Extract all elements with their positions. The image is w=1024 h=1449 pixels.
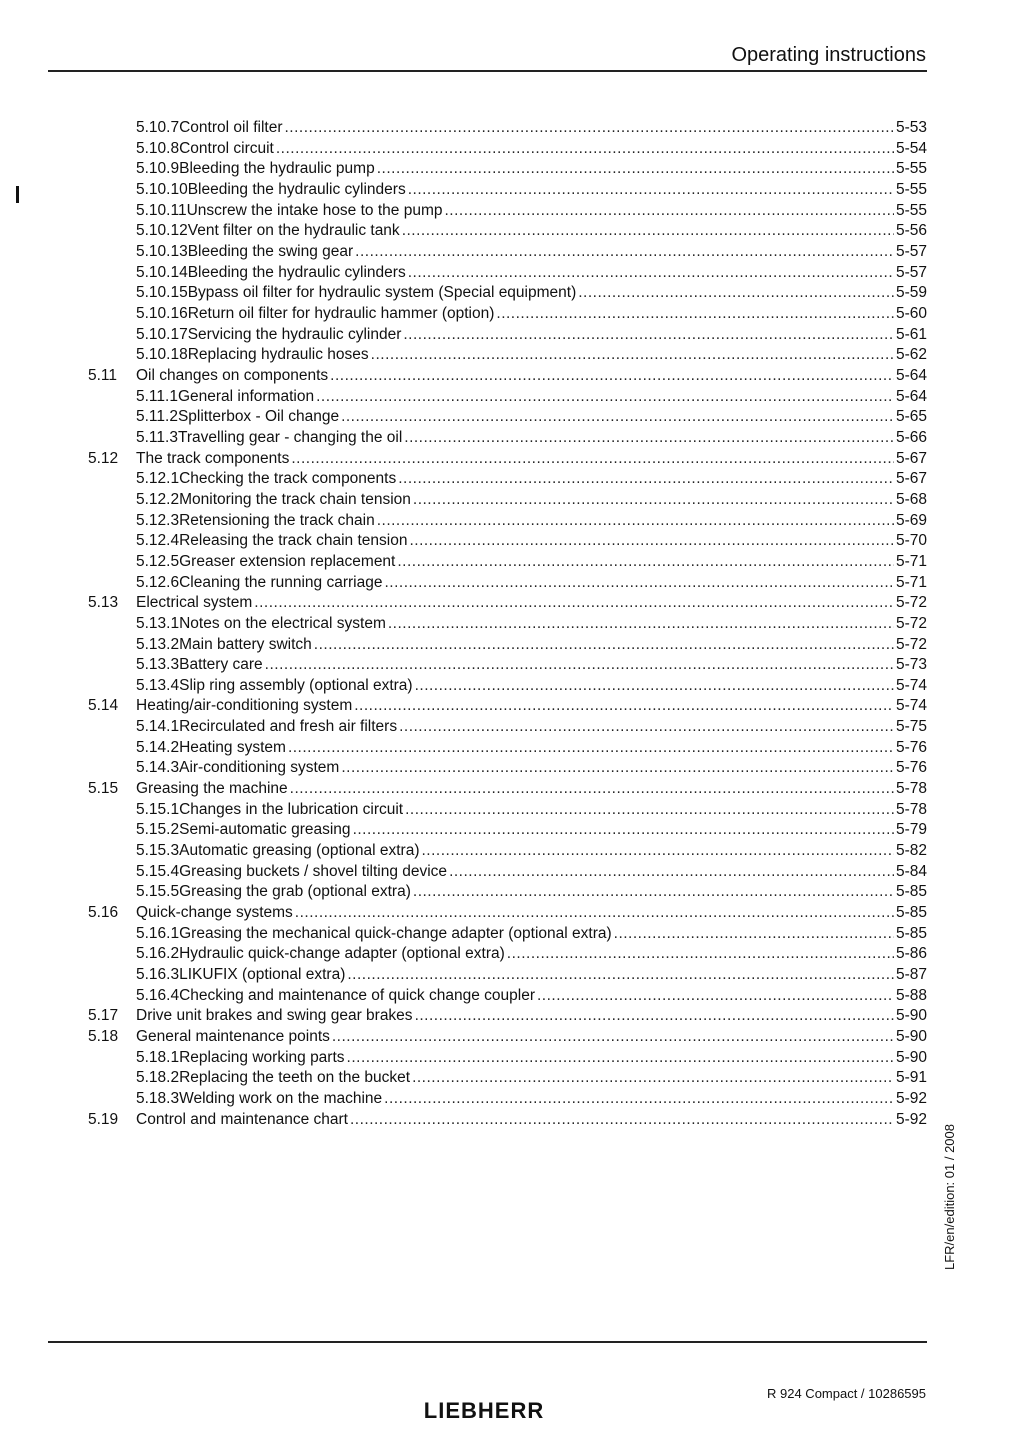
toc-leader bbox=[288, 738, 894, 759]
toc-page: 5-87 bbox=[895, 966, 927, 984]
toc-leader bbox=[507, 944, 894, 965]
toc-number: 5.14.1 bbox=[136, 718, 180, 736]
toc-leader bbox=[398, 469, 894, 490]
toc-entry[interactable] bbox=[0, 180, 1024, 201]
toc-page: 5-72 bbox=[895, 635, 927, 653]
toc-page: 5-66 bbox=[895, 428, 927, 446]
toc-number: 5.13.2 bbox=[136, 635, 180, 653]
toc-page: 5-76 bbox=[895, 759, 927, 777]
toc-title: Bleeding the hydraulic cylinders bbox=[187, 263, 406, 281]
toc-number: 5.11.3 bbox=[136, 428, 178, 446]
toc-leader bbox=[412, 1068, 894, 1089]
toc-entry[interactable] bbox=[0, 1110, 1024, 1131]
toc-entry[interactable] bbox=[0, 676, 1024, 697]
toc-leader bbox=[314, 635, 894, 656]
toc-page: 5-76 bbox=[895, 738, 927, 756]
toc-leader bbox=[614, 924, 894, 945]
toc-title: Greasing the machine bbox=[136, 780, 288, 798]
toc-page: 5-67 bbox=[895, 470, 927, 488]
toc-number: 5.15.1 bbox=[136, 800, 180, 818]
toc-title: Bleeding the swing gear bbox=[187, 242, 354, 260]
toc-number: 5.10.8 bbox=[136, 139, 180, 157]
footer-rule bbox=[48, 1341, 927, 1343]
document-id: R 924 Compact / 10286595 bbox=[767, 1386, 926, 1401]
toc-number: 5.10.10 bbox=[136, 180, 188, 198]
toc-page: 5-64 bbox=[895, 366, 927, 384]
toc-page: 5-90 bbox=[895, 1007, 927, 1025]
toc-leader bbox=[276, 139, 894, 160]
toc-entry[interactable] bbox=[0, 283, 1024, 304]
toc-page: 5-82 bbox=[895, 842, 927, 860]
toc-entry[interactable] bbox=[0, 800, 1024, 821]
toc-entry[interactable] bbox=[0, 882, 1024, 903]
toc-title: Notes on the electrical system bbox=[179, 614, 386, 632]
toc-entry[interactable] bbox=[0, 758, 1024, 779]
toc-entry[interactable] bbox=[0, 552, 1024, 573]
toc-leader bbox=[284, 118, 893, 139]
toc-number: 5.14.3 bbox=[136, 759, 180, 777]
toc-number: 5.10.16 bbox=[136, 304, 188, 322]
toc-title: Electrical system bbox=[136, 594, 253, 612]
toc-leader bbox=[444, 201, 893, 222]
toc-title: General information bbox=[177, 387, 315, 405]
toc-number: 5.15.3 bbox=[136, 842, 180, 860]
toc-title: Greaser extension replacement bbox=[179, 552, 396, 570]
toc-number: 5.18.1 bbox=[136, 1048, 180, 1066]
toc-title: Servicing the hydraulic cylinder bbox=[187, 325, 402, 343]
toc-entry[interactable] bbox=[0, 841, 1024, 862]
toc-entry[interactable] bbox=[0, 242, 1024, 263]
toc-page: 5-55 bbox=[895, 201, 927, 219]
header-rule bbox=[48, 70, 927, 72]
toc-leader bbox=[403, 325, 894, 346]
toc-title: Checking the track components bbox=[179, 470, 397, 488]
toc-entry[interactable] bbox=[0, 1048, 1024, 1069]
toc-page: 5-71 bbox=[895, 573, 927, 591]
toc-leader bbox=[388, 614, 894, 635]
toc-number: 5.13.4 bbox=[136, 676, 180, 694]
toc-entry[interactable] bbox=[0, 366, 1024, 387]
toc-page: 5-78 bbox=[895, 800, 927, 818]
toc-title: Slip ring assembly (optional extra) bbox=[179, 676, 413, 694]
toc-number: 5.12.1 bbox=[136, 470, 180, 488]
toc-entry[interactable] bbox=[0, 1089, 1024, 1110]
toc-page: 5-57 bbox=[895, 263, 927, 281]
toc-number: 5.16.2 bbox=[136, 945, 180, 963]
toc-page: 5-54 bbox=[895, 139, 927, 157]
toc-leader bbox=[421, 841, 893, 862]
toc-page: 5-85 bbox=[895, 883, 927, 901]
toc-leader bbox=[347, 965, 894, 986]
toc-title: Bleeding the hydraulic cylinders bbox=[187, 180, 406, 198]
toc-number: 5.16.4 bbox=[136, 986, 180, 1004]
toc-page: 5-57 bbox=[895, 242, 927, 260]
toc-title: Greasing the grab (optional extra) bbox=[179, 883, 411, 901]
logo-text: LIEBHERR bbox=[423, 1399, 545, 1421]
toc-number: 5.10.13 bbox=[136, 242, 188, 260]
toc-leader bbox=[355, 242, 894, 263]
toc-number: 5.12.3 bbox=[136, 511, 180, 529]
toc-page: 5-88 bbox=[895, 986, 927, 1004]
toc-title: Changes in the lubrication circuit bbox=[179, 800, 404, 818]
toc-number: 5.12.5 bbox=[136, 552, 180, 570]
toc-page: 5-73 bbox=[895, 656, 927, 674]
toc-number: 5.13 bbox=[88, 594, 119, 612]
toc-leader bbox=[350, 1110, 894, 1131]
toc-entry[interactable] bbox=[0, 820, 1024, 841]
toc-entry[interactable] bbox=[0, 573, 1024, 594]
toc-number: 5.15.2 bbox=[136, 821, 180, 839]
toc-leader bbox=[316, 387, 894, 408]
toc-leader bbox=[371, 345, 894, 366]
toc-title: Quick-change systems bbox=[136, 904, 293, 922]
toc-page: 5-91 bbox=[895, 1069, 927, 1087]
toc-number: 5.13.3 bbox=[136, 656, 180, 674]
toc-page: 5-55 bbox=[895, 180, 927, 198]
toc-title: Control circuit bbox=[179, 139, 274, 157]
toc-leader bbox=[397, 552, 894, 573]
toc-entry[interactable] bbox=[0, 965, 1024, 986]
toc-title: Control oil filter bbox=[179, 119, 283, 136]
toc-title: Recirculated and fresh air filters bbox=[179, 718, 398, 736]
toc-number: 5.17 bbox=[88, 1007, 119, 1025]
toc-page: 5-84 bbox=[895, 862, 927, 880]
toc-leader bbox=[332, 1027, 894, 1048]
toc-title: The track components bbox=[136, 449, 290, 467]
toc-title: Greasing the mechanical quick-change adapter (optional extra) bbox=[179, 924, 612, 942]
toc-entry[interactable] bbox=[0, 614, 1024, 635]
toc-page: 5-85 bbox=[895, 924, 927, 942]
toc-entry[interactable] bbox=[0, 593, 1024, 614]
toc-page: 5-74 bbox=[895, 697, 927, 715]
toc-page: 5-68 bbox=[895, 490, 927, 508]
liebherr-logo bbox=[403, 1399, 565, 1421]
toc-leader bbox=[384, 1089, 894, 1110]
toc-leader bbox=[354, 696, 894, 717]
toc-title: Semi-automatic greasing bbox=[179, 821, 351, 839]
toc-page: 5-61 bbox=[895, 325, 927, 343]
toc-entry[interactable] bbox=[0, 139, 1024, 160]
toc-leader bbox=[413, 882, 894, 903]
toc-title: Main battery switch bbox=[179, 635, 312, 653]
toc-page: 5-62 bbox=[895, 346, 927, 364]
toc-title: Heating/air-conditioning system bbox=[136, 697, 353, 715]
toc-entry[interactable] bbox=[0, 924, 1024, 945]
toc-entry[interactable] bbox=[0, 779, 1024, 800]
toc-title: Replacing working parts bbox=[179, 1048, 345, 1066]
toc-title: Air-conditioning system bbox=[179, 759, 340, 777]
toc-entry[interactable] bbox=[0, 263, 1024, 284]
toc-title: Battery care bbox=[179, 656, 263, 674]
toc-title: Heating system bbox=[179, 738, 286, 756]
toc-number: 5.10.15 bbox=[136, 284, 188, 302]
toc-entry[interactable] bbox=[0, 862, 1024, 883]
toc-title: Drive unit brakes and swing gear brakes bbox=[136, 1007, 413, 1025]
toc-entry[interactable] bbox=[0, 531, 1024, 552]
toc-leader bbox=[353, 820, 894, 841]
toc-page: 5-53 bbox=[895, 119, 927, 136]
toc-page: 5-92 bbox=[895, 1110, 927, 1128]
toc-number: 5.12.6 bbox=[136, 573, 180, 591]
toc-leader bbox=[399, 717, 894, 738]
toc-page: 5-90 bbox=[895, 1048, 927, 1066]
toc-title: Control and maintenance chart bbox=[136, 1110, 348, 1128]
toc-title: Unscrew the intake hose to the pump bbox=[186, 201, 443, 219]
toc-number: 5.15 bbox=[88, 780, 119, 798]
toc-number: 5.15.5 bbox=[136, 883, 180, 901]
toc-number: 5.10.17 bbox=[136, 325, 188, 343]
toc-leader bbox=[409, 531, 894, 552]
toc-number: 5.10.12 bbox=[136, 222, 188, 240]
toc-entry[interactable] bbox=[0, 635, 1024, 656]
toc-entry[interactable] bbox=[0, 738, 1024, 759]
toc-title: Travelling gear - changing the oil bbox=[177, 428, 403, 446]
toc-number: 5.12.2 bbox=[136, 490, 180, 508]
toc-leader bbox=[537, 986, 894, 1007]
toc-page: 5-79 bbox=[895, 821, 927, 839]
toc-page: 5-56 bbox=[895, 222, 927, 240]
toc-title: Return oil filter for hydraulic hammer (option) bbox=[187, 304, 495, 322]
toc-page: 5-90 bbox=[895, 1028, 927, 1046]
toc-number: 5.16.3 bbox=[136, 966, 180, 984]
toc-title: Releasing the track chain tension bbox=[179, 532, 408, 550]
toc-leader bbox=[413, 490, 894, 511]
toc-page: 5-59 bbox=[895, 284, 927, 302]
toc-entry[interactable] bbox=[0, 201, 1024, 222]
toc-leader bbox=[347, 1048, 894, 1069]
toc-entry[interactable] bbox=[0, 428, 1024, 449]
toc-number: 5.11.2 bbox=[136, 408, 178, 426]
toc-title: Greasing buckets / shovel tilting device bbox=[179, 862, 448, 880]
toc-title: Replacing hydraulic hoses bbox=[187, 346, 369, 364]
toc-title: Oil changes on components bbox=[136, 366, 329, 384]
toc-number: 5.16.1 bbox=[136, 924, 180, 942]
toc-entry[interactable] bbox=[0, 325, 1024, 346]
toc-leader bbox=[330, 366, 894, 387]
toc-entry[interactable] bbox=[0, 449, 1024, 470]
toc-entry[interactable] bbox=[0, 1027, 1024, 1048]
toc-leader bbox=[404, 428, 894, 449]
toc-title: Checking and maintenance of quick change coupler bbox=[179, 986, 535, 1004]
toc-leader bbox=[377, 159, 894, 180]
toc-number: 5.14.2 bbox=[136, 738, 180, 756]
toc-leader bbox=[415, 1006, 894, 1027]
toc-number: 5.18 bbox=[88, 1028, 119, 1046]
toc-leader bbox=[402, 221, 894, 242]
edition-note: LFR/en/edition: 01 / 2008 bbox=[942, 1124, 957, 1270]
toc-leader bbox=[496, 304, 894, 325]
toc-entry[interactable] bbox=[0, 387, 1024, 408]
toc-page: 5-60 bbox=[895, 304, 927, 322]
toc-number: 5.16 bbox=[88, 904, 119, 922]
toc-leader bbox=[415, 676, 894, 697]
toc-title: Bypass oil filter for hydraulic system (Special equipment) bbox=[187, 284, 577, 302]
toc-entry[interactable] bbox=[0, 1006, 1024, 1027]
toc-entry[interactable] bbox=[0, 469, 1024, 490]
toc-leader bbox=[295, 903, 894, 924]
toc-page: 5-85 bbox=[895, 904, 927, 922]
toc-number: 5.18.2 bbox=[136, 1069, 180, 1087]
toc-page: 5-72 bbox=[895, 614, 927, 632]
toc-title: Hydraulic quick-change adapter (optional extra) bbox=[179, 945, 505, 963]
toc-leader bbox=[449, 862, 894, 883]
toc-number: 5.10.18 bbox=[136, 346, 188, 364]
toc-page: 5-55 bbox=[895, 160, 927, 178]
toc-title: Monitoring the track chain tension bbox=[179, 490, 411, 508]
toc-entry[interactable] bbox=[0, 655, 1024, 676]
toc-entry[interactable] bbox=[0, 696, 1024, 717]
toc-title: General maintenance points bbox=[136, 1028, 330, 1046]
toc-page: 5-69 bbox=[895, 511, 927, 529]
toc-entry[interactable] bbox=[0, 345, 1024, 366]
toc-number: 5.11.1 bbox=[136, 387, 178, 405]
toc-leader bbox=[291, 449, 894, 470]
toc-title: Splitterbox - Oil change bbox=[177, 408, 340, 426]
toc-page: 5-72 bbox=[895, 594, 927, 612]
toc-entry[interactable] bbox=[0, 407, 1024, 428]
toc-page: 5-67 bbox=[895, 449, 927, 467]
toc-entry[interactable] bbox=[0, 304, 1024, 325]
toc-title: Automatic greasing (optional extra) bbox=[179, 842, 420, 860]
toc-leader bbox=[408, 180, 894, 201]
toc-page: 5-74 bbox=[895, 676, 927, 694]
toc-number: 5.15.4 bbox=[136, 862, 180, 880]
toc-title: Retensioning the track chain bbox=[179, 511, 375, 529]
toc-page: 5-70 bbox=[895, 532, 927, 550]
toc-number: 5.12.4 bbox=[136, 532, 180, 550]
toc-leader bbox=[408, 263, 894, 284]
toc-leader bbox=[254, 593, 894, 614]
toc-page: 5-75 bbox=[895, 718, 927, 736]
toc-entry[interactable] bbox=[0, 903, 1024, 924]
toc-entry[interactable] bbox=[0, 118, 1024, 139]
toc-title: Welding work on the machine bbox=[179, 1090, 383, 1108]
toc-leader bbox=[405, 800, 894, 821]
toc-page: 5-86 bbox=[895, 945, 927, 963]
toc-entry[interactable] bbox=[0, 1068, 1024, 1089]
toc-page: 5-71 bbox=[895, 552, 927, 570]
toc-number: 5.10.7 bbox=[136, 119, 180, 136]
toc-leader bbox=[384, 573, 894, 594]
toc-leader bbox=[290, 779, 894, 800]
toc-number: 5.18.3 bbox=[136, 1090, 180, 1108]
toc-number: 5.12 bbox=[88, 449, 119, 467]
page-title: Operating instructions bbox=[731, 44, 926, 66]
toc-leader bbox=[341, 407, 894, 428]
toc-page: 5-64 bbox=[895, 387, 927, 405]
toc-title: Bleeding the hydraulic pump bbox=[179, 160, 375, 178]
toc-entry[interactable] bbox=[0, 221, 1024, 242]
toc-title: LIKUFIX (optional extra) bbox=[179, 966, 346, 984]
toc-entry[interactable] bbox=[0, 511, 1024, 532]
toc-number: 5.13.1 bbox=[136, 614, 180, 632]
toc-page: 5-92 bbox=[895, 1090, 927, 1108]
toc-entry[interactable] bbox=[0, 986, 1024, 1007]
toc-number: 5.14 bbox=[88, 697, 119, 715]
toc-number: 5.10.14 bbox=[136, 263, 188, 281]
toc-leader bbox=[341, 758, 894, 779]
toc-number: 5.10.11 bbox=[136, 201, 187, 219]
toc-entry[interactable] bbox=[0, 490, 1024, 511]
toc-leader bbox=[265, 655, 894, 676]
toc-page: 5-78 bbox=[895, 780, 927, 798]
toc-title: Cleaning the running carriage bbox=[179, 573, 383, 591]
toc-entry[interactable] bbox=[0, 944, 1024, 965]
toc-number: 5.10.9 bbox=[136, 160, 180, 178]
toc-number: 5.11 bbox=[88, 366, 118, 384]
toc-page: 5-65 bbox=[895, 408, 927, 426]
toc-entry[interactable] bbox=[0, 159, 1024, 180]
toc-entry[interactable] bbox=[0, 717, 1024, 738]
toc-title: Vent filter on the hydraulic tank bbox=[187, 222, 400, 240]
toc-title: Replacing the teeth on the bucket bbox=[179, 1069, 411, 1087]
toc-leader bbox=[578, 283, 894, 304]
toc-number: 5.19 bbox=[88, 1110, 119, 1128]
toc-leader bbox=[377, 511, 894, 532]
